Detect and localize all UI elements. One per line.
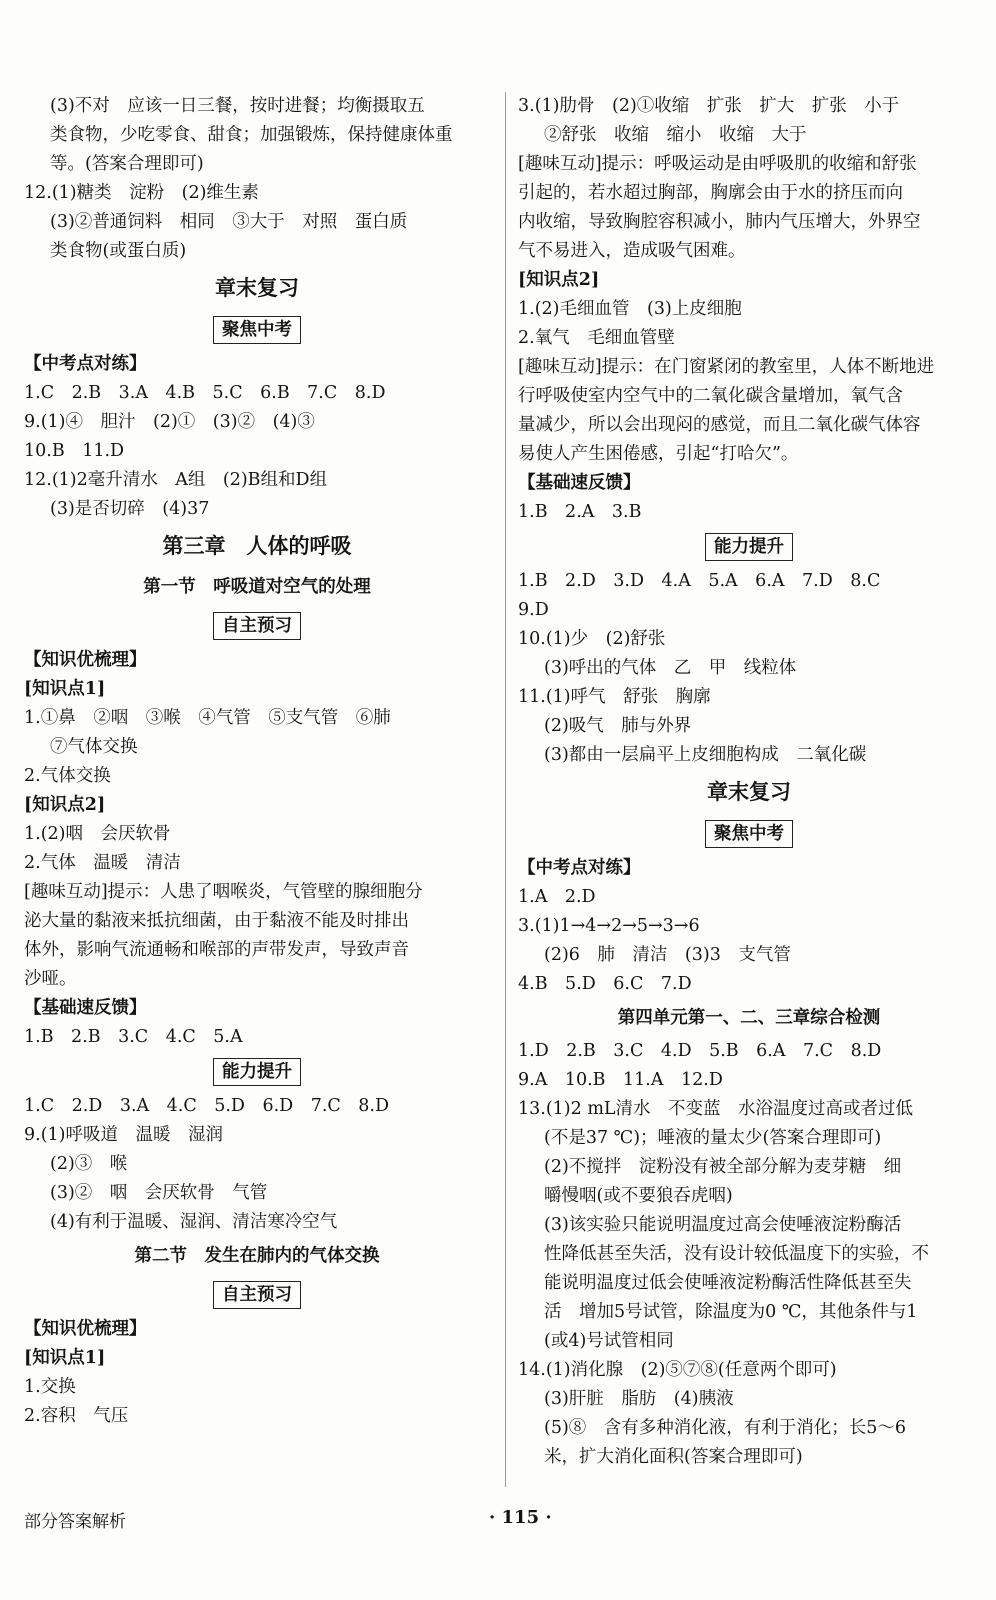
text-line: (2)不搅拌 淀粉没有被全部分解为麦芽糖 细 <box>544 1157 902 1177</box>
text-line: 2.气体 温暖 清洁 <box>24 853 181 873</box>
preview-box: 自主预习 <box>213 1281 301 1309</box>
text-line: ②舒张 收缩 缩小 收缩 大于 <box>544 125 807 145</box>
section-heading: 【基础速反馈】 <box>24 998 147 1018</box>
page-footer <box>24 1507 972 1537</box>
text-line: 9.D <box>518 600 549 620</box>
text-line: 易使人产生困倦感，引起“打哈欠”。 <box>518 444 799 464</box>
text-line: 类食物(或蛋白质) <box>50 241 187 261</box>
preview-box: 自主预习 <box>213 612 301 640</box>
text-line: (3)都由一层扁平上皮细胞构成 二氧化碳 <box>544 745 867 765</box>
text-line: 内收缩，导致胸腔容积减小，肺内气压增大，外界空 <box>518 212 921 232</box>
text-line: 11.(1)呼气 舒张 胸廓 <box>518 687 711 707</box>
text-line: 类食物，少吃零食、甜食；加强锻炼，保持健康体重 <box>50 125 453 145</box>
text-line: [趣味互动]提示：呼吸运动是由呼吸肌的收缩和舒张 <box>518 154 917 174</box>
text-line: 等。(答案合理即可) <box>50 154 204 174</box>
text-line: 4.B 5.D 6.C 7.D <box>518 974 692 994</box>
knowledge-point-heading: [知识点1] <box>24 1348 106 1368</box>
text-line: [趣味互动]提示：人患了咽喉炎，气管壁的腺细胞分 <box>24 882 423 902</box>
text-line: (5)⑧ 含有多种消化液，有利于消化；长5～6 <box>544 1418 907 1438</box>
fun-interaction <box>24 878 490 994</box>
text-line: (2)吸气 肺与外界 <box>544 716 692 736</box>
fun-interaction <box>518 150 980 266</box>
text-line: 10.(1)少 (2)舒张 <box>518 629 666 649</box>
focus-exam-box: 聚焦中考 <box>213 316 301 344</box>
footer-label: 部分答案解析 <box>24 1512 126 1532</box>
text-line: [趣味互动]提示：在门窗紧闭的教室里，人体不断地进 <box>518 357 935 377</box>
text-line: (3)② 咽 会厌软骨 气管 <box>50 1183 268 1203</box>
text-line: (3)肝脏 脂肪 (4)胰液 <box>544 1389 734 1409</box>
text-line: (3)不对 应该一日三餐，按时进餐；均衡摄取五 <box>50 96 425 116</box>
text-line: 活 增加5号试管，除温度为0 ℃，其他条件与1 <box>544 1302 918 1322</box>
focus-exam-box: 聚焦中考 <box>705 820 793 848</box>
text-line: 9.A 10.B 11.A 12.D <box>518 1070 723 1090</box>
text-line: 体外，影响气流通畅和喉部的声带发声，导致声音 <box>24 940 409 960</box>
text-line: 米，扩大消化面积(答案合理即可) <box>544 1447 803 1467</box>
column-divider <box>505 92 506 1487</box>
chapter3-title: 第三章 人体的呼吸 <box>162 533 352 558</box>
section-heading: 【知识优梳理】 <box>24 1319 147 1339</box>
text-line: (4)有利于温暖、湿润、清洁寒冷空气 <box>50 1212 338 1232</box>
ability-box: 能力提升 <box>213 1058 301 1086</box>
text-line: (3)②普通饲料 相同 ③大于 对照 蛋白质 <box>50 212 408 232</box>
text-line: 1.C 2.B 3.A 4.B 5.C 6.B 7.C 8.D <box>24 383 386 403</box>
text-line: 2.氧气 毛细血管壁 <box>518 328 675 348</box>
text-line: 1.B 2.D 3.D 4.A 5.A 6.A 7.D 8.C <box>518 571 881 591</box>
text-line: 性降低甚至失活，没有设计较低温度下的实验，不 <box>544 1244 929 1264</box>
text-line: (2)6 肺 清洁 (3)3 支气管 <box>544 945 791 965</box>
unit-test-title: 第四单元第一、二、三章综合检测 <box>617 1008 881 1028</box>
text-line: 2.容积 气压 <box>24 1406 129 1426</box>
text-line: 沙哑。 <box>24 969 77 989</box>
text-line: 9.(1)④ 胆汁 (2)① (3)② (4)③ <box>24 412 315 432</box>
text-line: 1.A 2.D <box>518 887 596 907</box>
text-line: 2.气体交换 <box>24 766 111 786</box>
text-line: 1.C 2.D 3.A 4.C 5.D 6.D 7.C 8.D <box>24 1096 390 1116</box>
section1-title: 第一节 呼吸道对空气的处理 <box>143 577 371 597</box>
page-number: · 115 · <box>489 1507 552 1528</box>
text-line: (3)呼出的气体 乙 甲 线粒体 <box>544 658 797 678</box>
text-line: 1.①鼻 ②咽 ③喉 ④气管 ⑤支气管 ⑥肺 <box>24 708 391 728</box>
text-line: (3)是否切碎 (4)37 <box>50 499 210 519</box>
text-line: 气不易进入，造成吸气困难。 <box>518 241 746 261</box>
text-line: 1.(2)咽 会厌软骨 <box>24 824 171 844</box>
text-line: 1.(2)毛细血管 (3)上皮细胞 <box>518 299 742 319</box>
text-line: 13.(1)2 mL清水 不变蓝 水浴温度过高或者过低 <box>518 1099 914 1119</box>
section-heading: 【知识优梳理】 <box>24 650 147 670</box>
text-line: 引起的，若水超过胸部，胸廓会由于水的挤压而向 <box>518 183 903 203</box>
text-line: 1.D 2.B 3.C 4.D 5.B 6.A 7.C 8.D <box>518 1041 882 1061</box>
text-line: 10.B 11.D <box>24 441 125 461</box>
knowledge-point-heading: [知识点2] <box>24 795 106 815</box>
knowledge-point-heading: [知识点2] <box>518 270 600 290</box>
text-line: 12.(1)2毫升清水 A组 (2)B组和D组 <box>24 470 328 490</box>
chapter-review-title: 章末复习 <box>215 275 299 300</box>
text-line: (2)③ 喉 <box>50 1154 128 1174</box>
text-line: 3.(1)肋骨 (2)①收缩 扩张 扩大 扩张 小于 <box>518 96 900 116</box>
left-column <box>24 92 490 1431</box>
knowledge-point-heading: [知识点1] <box>24 679 106 699</box>
text-line: 3.(1)1→4→2→5→3→6 <box>518 916 700 936</box>
chapter-review-title: 章末复习 <box>707 779 791 804</box>
text-line: 9.(1)呼吸道 温暖 湿润 <box>24 1125 223 1145</box>
q11-part3 <box>24 92 490 179</box>
text-line: 量减少，所以会出现闷的感觉，而且二氧化碳气体容 <box>518 415 921 435</box>
section-heading: 【中考点对练】 <box>518 858 641 878</box>
text-line: 泌大量的黏液来抵抗细菌，由于黏液不能及时排出 <box>24 911 409 931</box>
text-line: 1.B 2.B 3.C 4.C 5.A <box>24 1027 243 1047</box>
section2-title: 第二节 发生在肺内的气体交换 <box>134 1246 380 1266</box>
text-line: 嚼慢咽(或不要狼吞虎咽) <box>544 1186 733 1206</box>
text-line: 行呼吸使室内空气中的二氧化碳含量增加，氧气含 <box>518 386 903 406</box>
ability-box: 能力提升 <box>705 533 793 561</box>
text-line: ⑦气体交换 <box>50 737 138 757</box>
text-line: 1.交换 <box>24 1377 76 1397</box>
text-line: 能说明温度过低会使唾液淀粉酶活性降低甚至失 <box>544 1273 912 1293</box>
fun-interaction <box>518 353 980 469</box>
text-line: (不是37 ℃)；唾液的量太少(答案合理即可) <box>544 1128 882 1148</box>
text-line: (3)该实验只能说明温度过高会使唾液淀粉酶活 <box>544 1215 902 1235</box>
section-heading: 【中考点对练】 <box>24 354 147 374</box>
right-column <box>518 92 980 1472</box>
section-heading: 【基础速反馈】 <box>518 473 641 493</box>
text-line: 14.(1)消化腺 (2)⑤⑦⑧(任意两个即可) <box>518 1360 837 1380</box>
text-line: 1.B 2.A 3.B <box>518 502 642 522</box>
text-line: 12.(1)糖类 淀粉 (2)维生素 <box>24 183 259 203</box>
text-line: (或4)号试管相同 <box>544 1331 674 1351</box>
